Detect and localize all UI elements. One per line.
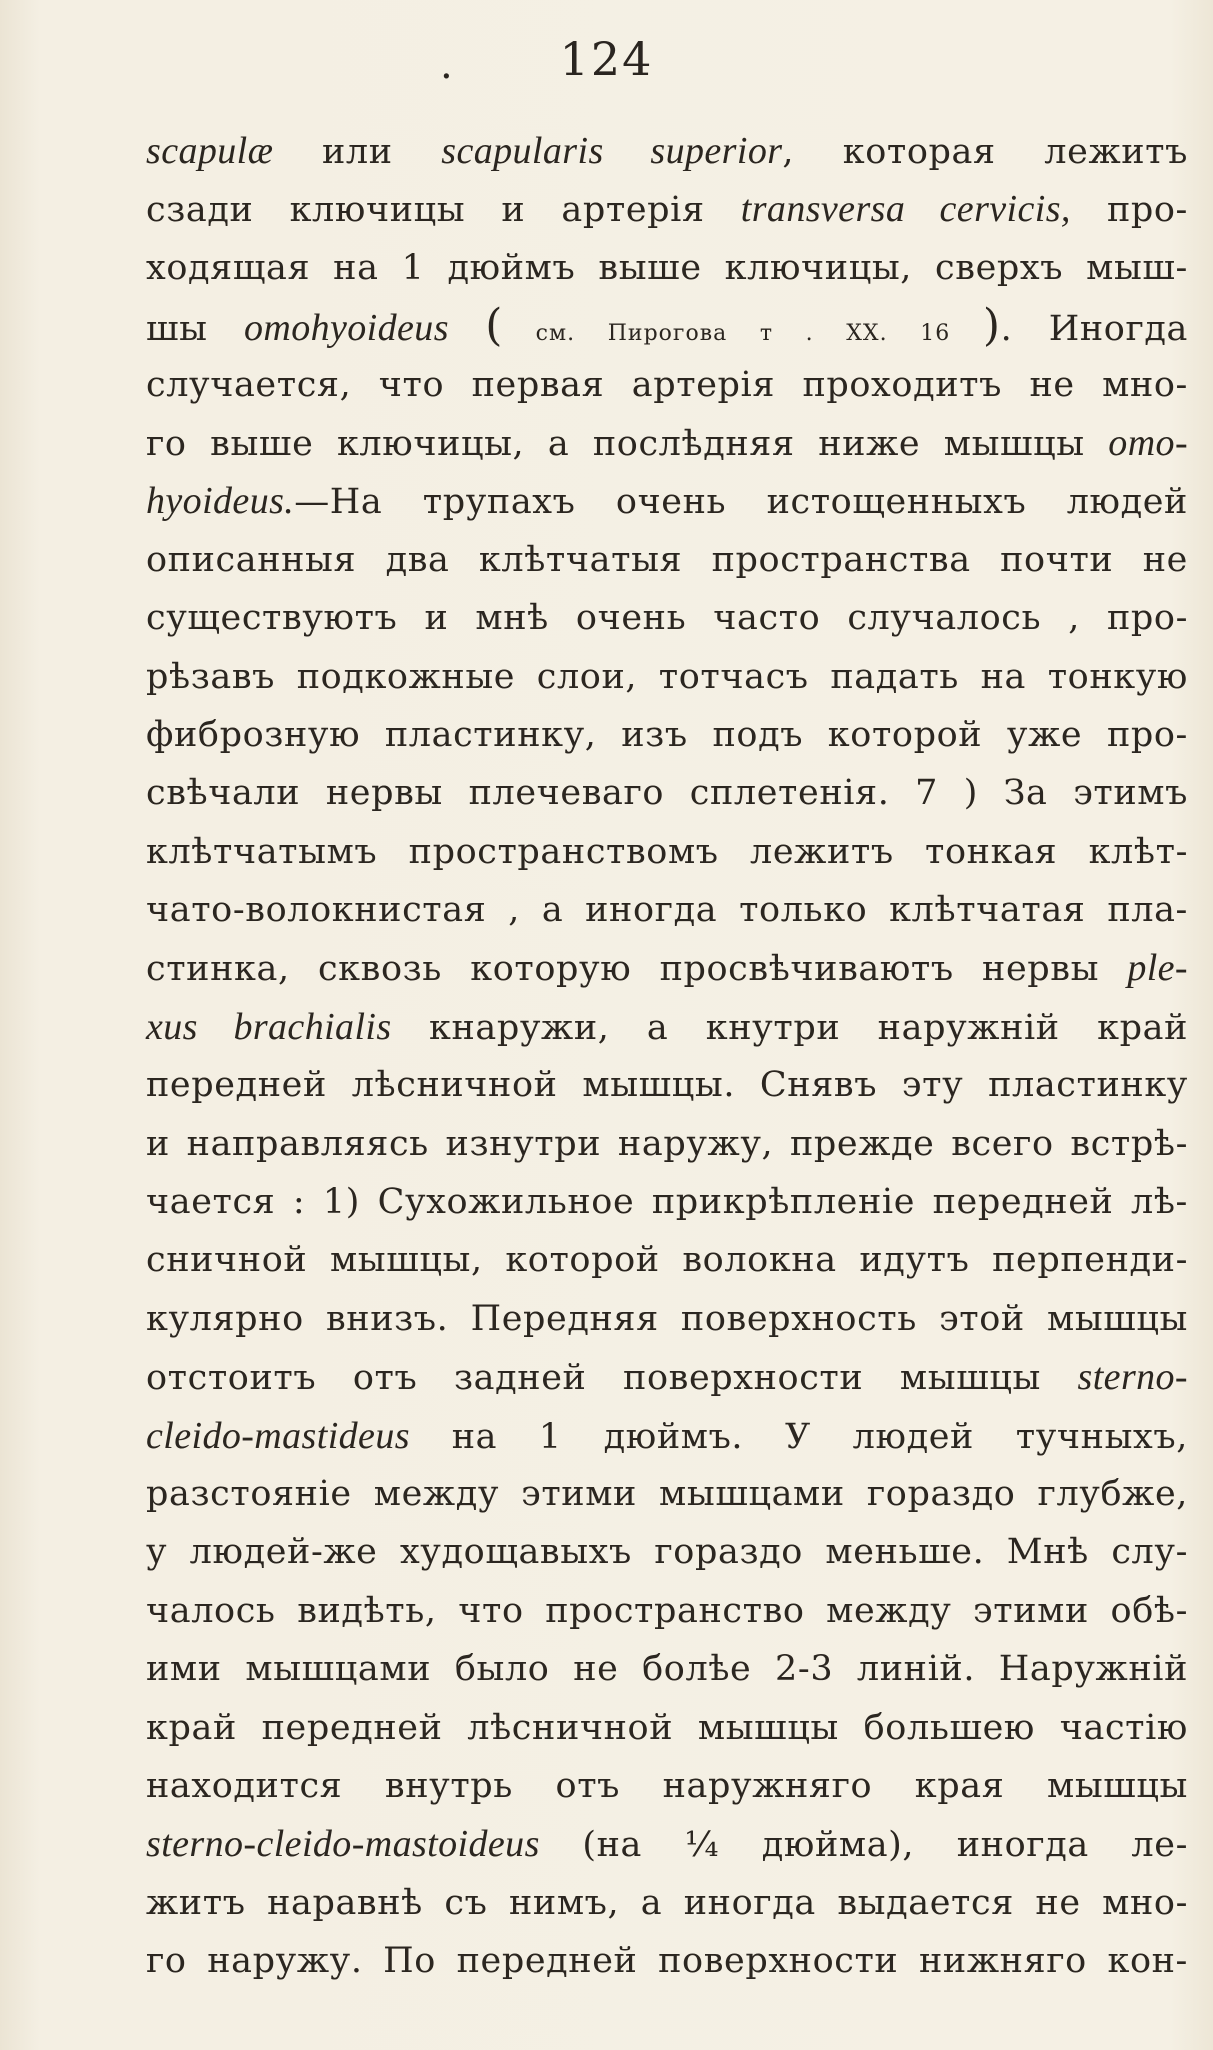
text-line (146, 939, 1188, 997)
text-segment: край передней лѣсничной мышцы большею частію (146, 1707, 1188, 1748)
text-segment: случается, что первая артерія проходитъ не мно- (146, 364, 1188, 405)
text-line (146, 1582, 1188, 1640)
latin-term: sterno- (1077, 1356, 1188, 1399)
text-line (146, 1465, 1188, 1523)
text-line (146, 823, 1188, 881)
text-line (146, 1115, 1188, 1173)
text-segment: ) (982, 300, 1001, 352)
text-line (146, 764, 1188, 822)
text-segment: кнаружи, а кнутри наружній край (391, 1007, 1189, 1048)
text-segment: описанныя два клѣтчатыя пространства почти не (146, 539, 1188, 580)
latin-term: ple- (1127, 947, 1188, 990)
latin-term: omohyoideus (243, 307, 449, 350)
text-line (146, 531, 1188, 589)
latin-term: hyoideus. (146, 480, 295, 523)
text-line (146, 706, 1188, 764)
text-segment: чалось видѣть, что пространство между этими обѣ- (146, 1590, 1188, 1631)
body-text (146, 122, 1188, 1991)
text-line (146, 998, 1188, 1056)
text-line (146, 472, 1188, 530)
latin-term: scapularis superior (441, 130, 783, 172)
text-segment: свѣчали нервы плечеваго сплетенія. 7 ) За этимъ (146, 773, 1188, 814)
text-line (146, 356, 1188, 414)
text-line (146, 1874, 1188, 1932)
text-line (146, 648, 1188, 706)
text-line (146, 881, 1188, 939)
text-line (146, 414, 1188, 472)
page-number: 124 (559, 32, 654, 86)
text-segment: го наружу. По передней поверхности нижняго кон- (146, 1941, 1188, 1982)
text-segment: ходящая на 1 дюймъ выше ключицы, сверхъ мыш- (146, 247, 1188, 288)
text-segment: , которая лежитъ (782, 132, 1188, 172)
latin-term: omo- (1108, 421, 1188, 464)
latin-term: transversa cervicis, (740, 188, 1071, 231)
text-segment: или (273, 132, 442, 172)
latin-term: cleido-mastideus (146, 1414, 410, 1457)
text-segment: чается : 1) Сухожильное прикрѣпленіе передней лѣ- (146, 1182, 1188, 1223)
text-segment: у людей-же худощавыхъ гораздо меньше. Мнѣ слу- (146, 1532, 1188, 1573)
text-segment: рѣзавъ подкожные слои, тотчасъ падать на тонкую (146, 656, 1188, 697)
text-line (146, 1757, 1188, 1815)
text-segment: про- (1070, 190, 1188, 231)
text-line (146, 297, 1188, 355)
text-line (146, 180, 1188, 238)
latin-term: xus brachialis (146, 1005, 392, 1048)
text-segment: сзади ключицы и артерія (146, 190, 741, 231)
text-segment: сничной мышцы, которой волокна идутъ перпенди- (146, 1240, 1188, 1281)
text-line (146, 1290, 1188, 1348)
text-line (146, 1523, 1188, 1581)
text-line (146, 1056, 1188, 1114)
text-line (146, 1699, 1188, 1757)
text-segment: находится внутрь отъ наружняго края мышцы (146, 1765, 1188, 1806)
text-segment: стинка, сквозь которую просвѣчиваютъ нервы (146, 949, 1128, 990)
text-line (146, 1640, 1188, 1698)
text-segment: ( (485, 300, 504, 352)
text-segment: —На трупахъ очень истощенныхъ людей (294, 482, 1188, 523)
text-segment: клѣтчатымъ пространствомъ лежитъ тонкая клѣт- (146, 831, 1188, 872)
text-line (146, 1173, 1188, 1231)
text-segment: чато-волокнистая , а иногда только клѣтчатая пла- (146, 890, 1188, 931)
text-segment: фиброзную пластинку, изъ подъ которой уже про- (146, 714, 1188, 755)
text-segment: передней лѣсничной мышцы. Снявъ эту пластинку (146, 1065, 1188, 1106)
text-line (146, 1815, 1188, 1873)
text-line (146, 239, 1188, 297)
latin-term: scapulæ (146, 130, 274, 172)
text-line (146, 1231, 1188, 1289)
text-line (146, 1932, 1188, 1990)
text-segment: разстояніе между этими мышцами гораздо глубже, (146, 1473, 1188, 1514)
text-segment: го выше ключицы, а послѣдняя ниже мышцы (146, 423, 1109, 464)
text-segment: и направляясь изнутри наружу, прежде всего встрѣ- (146, 1123, 1188, 1164)
text-segment: отстоитъ отъ задней поверхности мышцы (146, 1358, 1078, 1399)
text-segment: житъ наравнѣ съ нимъ, а иногда выдается не мно- (146, 1882, 1188, 1923)
text-segment: на 1 дюймъ. У людей тучныхъ, (409, 1416, 1188, 1457)
text-segment (449, 309, 485, 349)
text-line (146, 1348, 1188, 1406)
text-segment: шы (146, 309, 244, 350)
text-segment: существуютъ и мнѣ очень часто случалось , про- (146, 598, 1188, 639)
text-segment: кулярно внизъ. Передняя поверхность этой мышцы (146, 1298, 1188, 1339)
text-line (146, 122, 1188, 180)
text-line (146, 589, 1188, 647)
latin-term: sterno-cleido-mastoideus (146, 1823, 540, 1866)
text-segment: см. Пирогова т . XX. 16 (503, 321, 983, 347)
page-mark: . (440, 42, 453, 88)
text-line (146, 1407, 1188, 1465)
text-segment: (на ¼ дюйма), иногда ле- (539, 1825, 1188, 1866)
text-segment: ими мышцами было не болѣе 2-3 линій. Наружній (146, 1649, 1188, 1690)
text-segment: . Иногда (1000, 309, 1188, 350)
